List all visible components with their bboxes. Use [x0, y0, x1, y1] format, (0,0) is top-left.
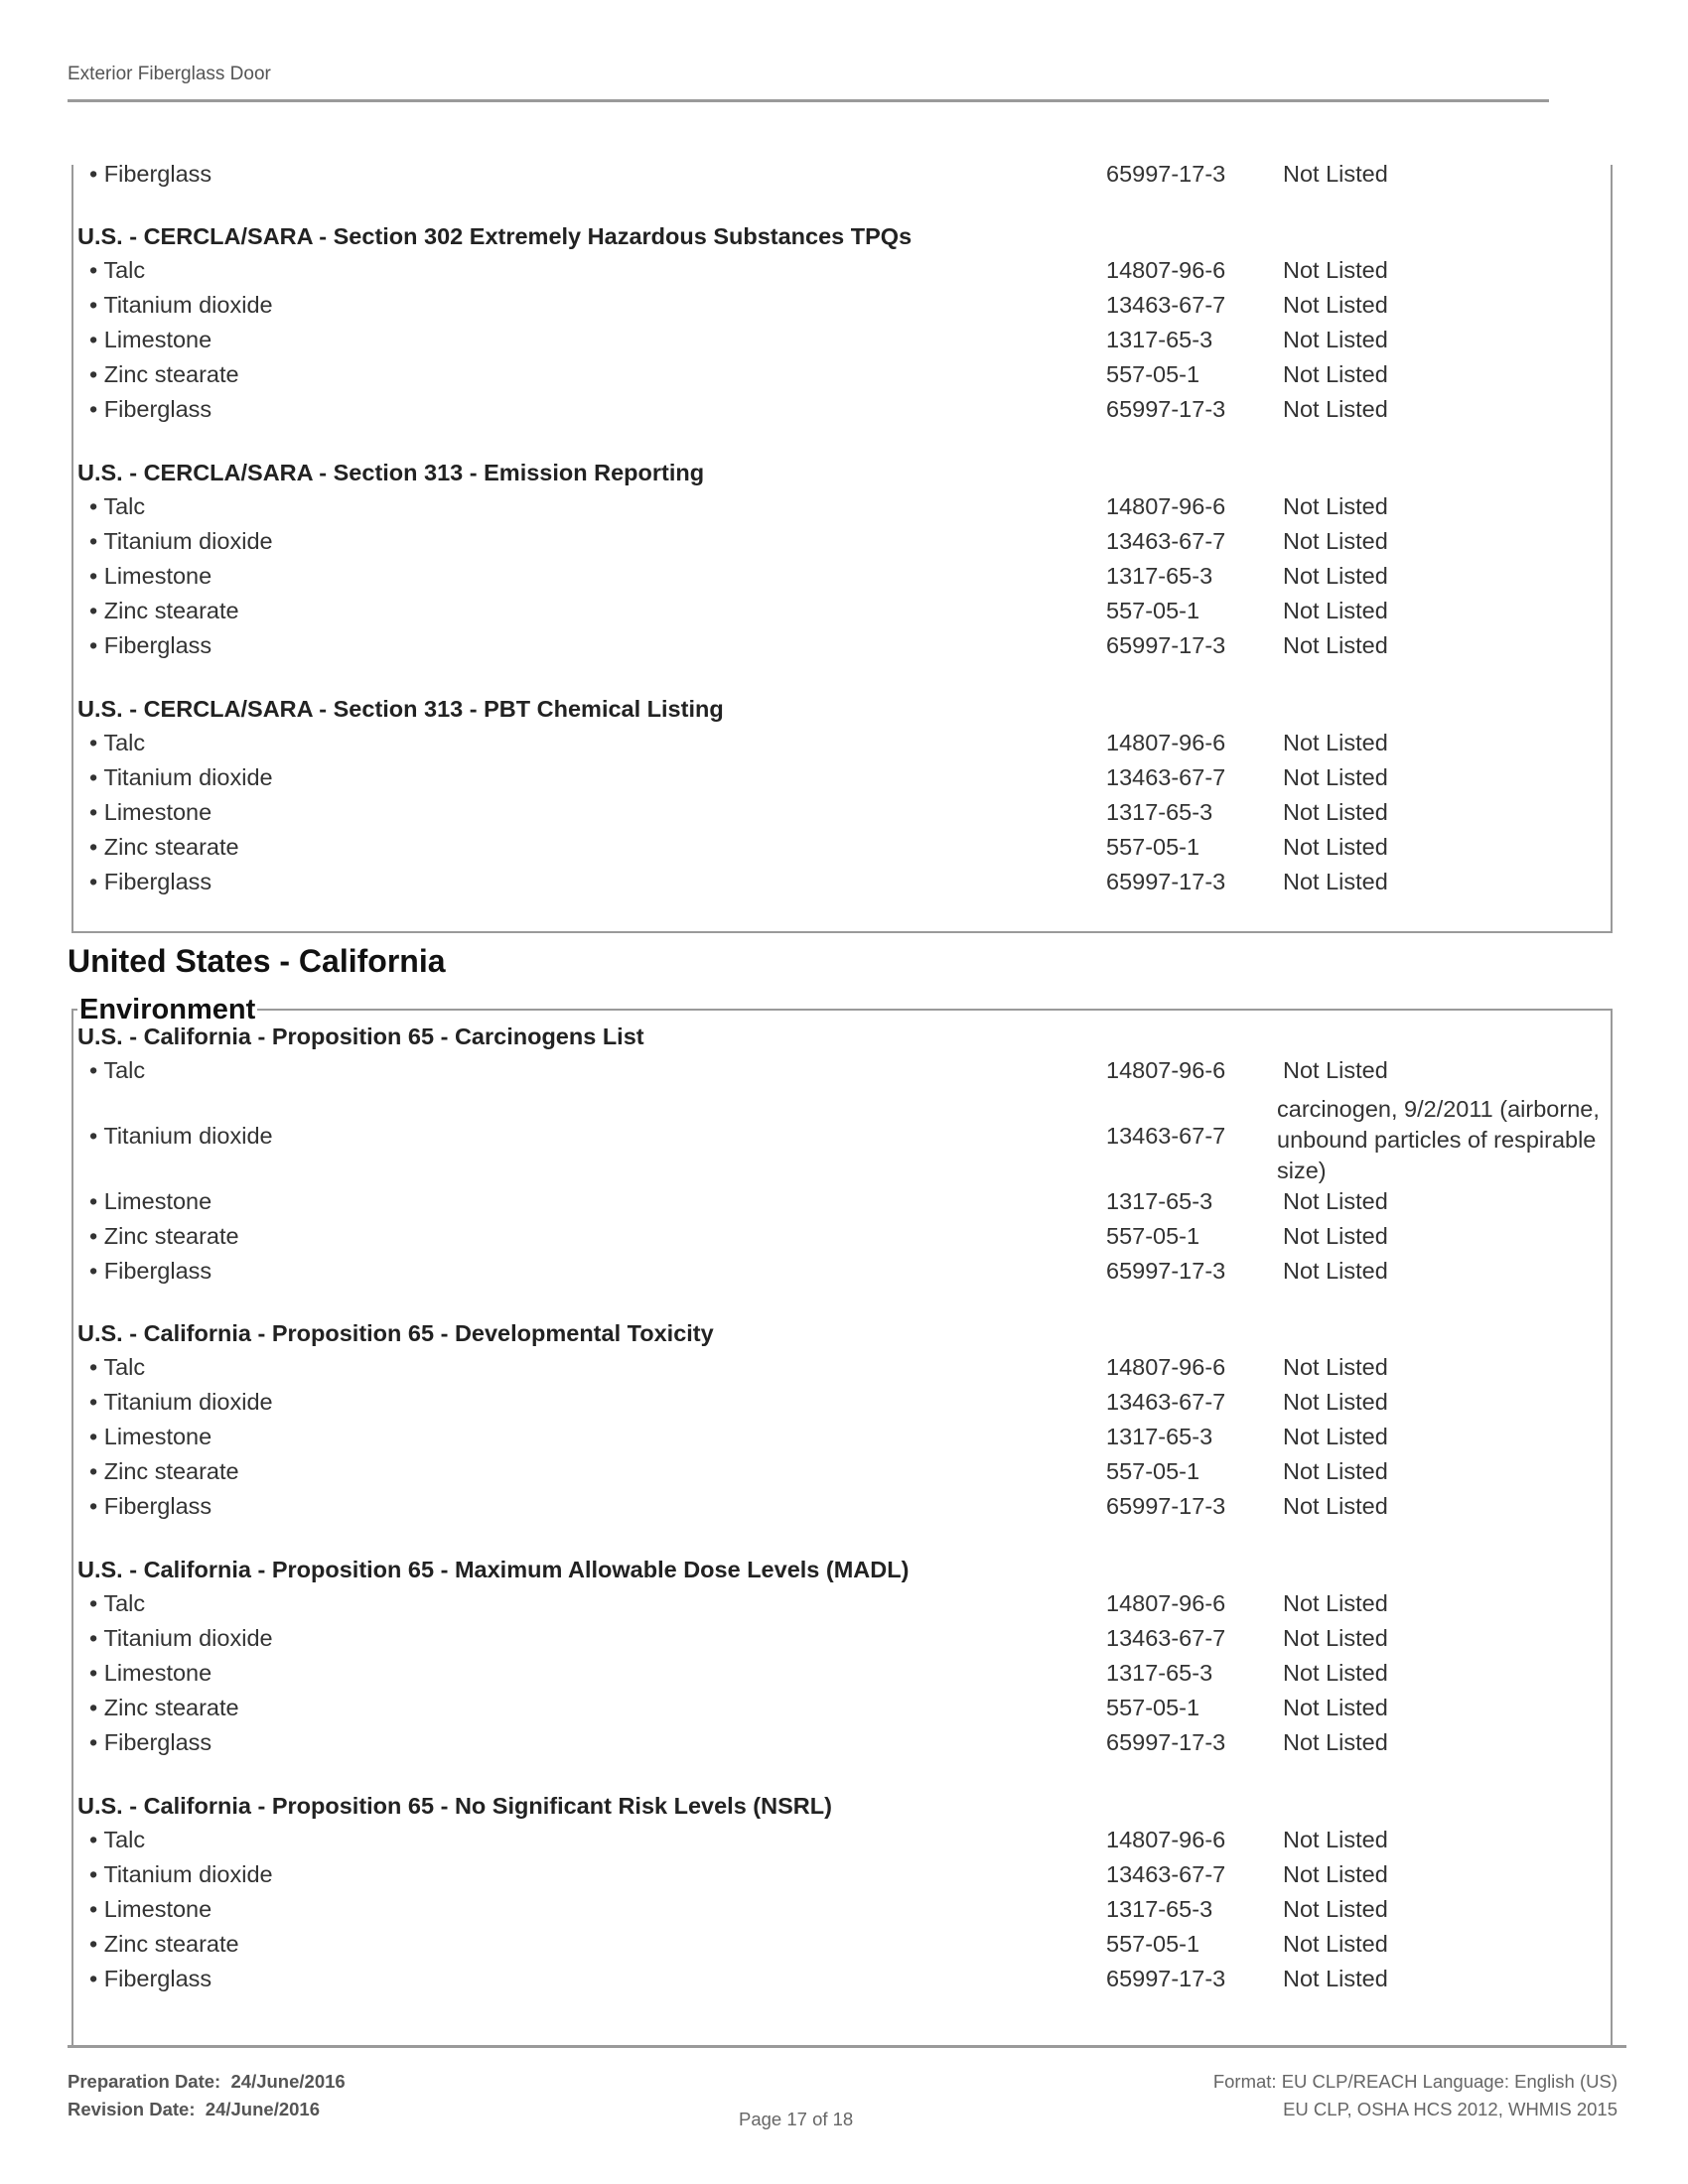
- cas-number: 557-05-1: [1106, 1695, 1200, 1720]
- bullet-icon: •: [89, 1729, 104, 1755]
- cas-number: 14807-96-6: [1106, 1057, 1226, 1083]
- cas-number: 1317-65-3: [1106, 1896, 1213, 1922]
- listing-row: [0, 1458, 1688, 1488]
- substance-name: • Talc: [89, 1590, 146, 1616]
- substance-name: • Zinc stearate: [89, 1695, 239, 1720]
- substance-name: • Zinc stearate: [89, 834, 239, 860]
- bullet-icon: •: [89, 799, 104, 825]
- listing-row: [0, 563, 1688, 593]
- cas-number: 65997-17-3: [1106, 1966, 1226, 1991]
- substance-name: • Titanium dioxide: [89, 764, 273, 790]
- substance-name: • Fiberglass: [89, 632, 212, 658]
- listing-status: Not Listed: [1283, 632, 1388, 658]
- header-rule: [68, 99, 1549, 102]
- bullet-icon: •: [89, 361, 104, 387]
- listing-status: Not Listed: [1283, 1354, 1388, 1380]
- listing-row: [0, 1258, 1688, 1288]
- substance-name: • Titanium dioxide: [89, 1389, 273, 1415]
- bullet-icon: •: [89, 528, 104, 554]
- cas-number: 557-05-1: [1106, 361, 1200, 387]
- listing-row: [0, 161, 1688, 191]
- listing-row: [0, 764, 1688, 794]
- cas-number: 13463-67-7: [1106, 1625, 1226, 1651]
- substance-name: • Fiberglass: [89, 396, 212, 422]
- bullet-icon: •: [89, 1966, 104, 1991]
- cas-number: 557-05-1: [1106, 1931, 1200, 1957]
- listing-status: Not Listed: [1283, 1424, 1388, 1449]
- substance-name: • Talc: [89, 1827, 146, 1852]
- bullet-icon: •: [89, 1660, 104, 1686]
- bullet-icon: •: [89, 834, 104, 860]
- listing-status: Not Listed: [1283, 563, 1388, 589]
- substance-name: • Zinc stearate: [89, 1223, 239, 1249]
- substance-name: • Talc: [89, 1354, 146, 1380]
- listing-heading: U.S. - California - Proposition 65 - Maximum Allowable Dose Levels (MADL): [77, 1557, 910, 1582]
- listing-row: [0, 1931, 1688, 1961]
- cas-number: 557-05-1: [1106, 1458, 1200, 1484]
- cas-number: 14807-96-6: [1106, 257, 1226, 283]
- listing-status: Not Listed: [1283, 1389, 1388, 1415]
- cas-number: 13463-67-7: [1106, 1861, 1226, 1887]
- listing-status: Not Listed: [1283, 598, 1388, 623]
- listing-status: Not Listed: [1283, 493, 1388, 519]
- cas-number: 1317-65-3: [1106, 1188, 1213, 1214]
- listing-row: [0, 1625, 1688, 1655]
- bullet-icon: •: [89, 1590, 104, 1616]
- listing-row: [0, 1695, 1688, 1724]
- listing-heading: U.S. - CERCLA/SARA - Section 313 - Emission Reporting: [77, 460, 705, 485]
- cas-number: 1317-65-3: [1106, 563, 1213, 589]
- listing-heading: U.S. - CERCLA/SARA - Section 313 - PBT Chemical Listing: [77, 696, 724, 722]
- substance-name: • Talc: [89, 730, 146, 755]
- cas-number: 65997-17-3: [1106, 1729, 1226, 1755]
- listing-status: Not Listed: [1283, 1695, 1388, 1720]
- listing-heading: U.S. - California - Proposition 65 - No Significant Risk Levels (NSRL): [77, 1793, 832, 1819]
- section-heading: United States - California: [68, 943, 446, 979]
- listing-status: Not Listed: [1283, 1827, 1388, 1852]
- substance-name: • Limestone: [89, 1660, 212, 1686]
- listing-status: Not Listed: [1283, 1966, 1388, 1991]
- substance-name: • Talc: [89, 257, 146, 283]
- listing-row: [0, 1096, 1688, 1183]
- cas-number: 1317-65-3: [1106, 799, 1213, 825]
- listing-row: [0, 632, 1688, 662]
- listing-status: Not Listed: [1283, 869, 1388, 894]
- listing-row: [0, 1660, 1688, 1690]
- listing-row: [0, 1827, 1688, 1856]
- bullet-icon: •: [89, 730, 104, 755]
- bullet-icon: •: [89, 396, 104, 422]
- listing-row: [0, 1057, 1688, 1087]
- bullet-icon: •: [89, 869, 104, 894]
- bullet-icon: •: [89, 292, 104, 318]
- listing-status: Not Listed: [1283, 764, 1388, 790]
- cas-number: 557-05-1: [1106, 598, 1200, 623]
- listing-status: Not Listed: [1283, 799, 1388, 825]
- bullet-icon: •: [89, 1123, 104, 1149]
- substance-name: • Fiberglass: [89, 161, 212, 187]
- bullet-icon: •: [89, 1493, 104, 1519]
- cas-number: 1317-65-3: [1106, 327, 1213, 352]
- cas-number: 65997-17-3: [1106, 161, 1226, 187]
- listing-row: [0, 799, 1688, 829]
- listing-status: Not Listed: [1283, 1493, 1388, 1519]
- listing-status: Not Listed: [1283, 257, 1388, 283]
- bullet-icon: •: [89, 161, 104, 187]
- cas-number: 14807-96-6: [1106, 1590, 1226, 1616]
- cas-number: 1317-65-3: [1106, 1660, 1213, 1686]
- substance-name: • Zinc stearate: [89, 598, 239, 623]
- listing-status: Not Listed: [1283, 528, 1388, 554]
- substance-name: • Fiberglass: [89, 1258, 212, 1284]
- listing-row: [0, 1729, 1688, 1759]
- listing-row: [0, 1966, 1688, 1995]
- listing-status: carcinogen, 9/2/2011 (airborne, unbound particles of respirable size): [1277, 1096, 1600, 1183]
- listing-heading: U.S. - CERCLA/SARA - Section 302 Extremely Hazardous Substances TPQs: [77, 223, 913, 249]
- substance-name: • Zinc stearate: [89, 361, 239, 387]
- page-number: Page 17 of 18: [739, 2109, 854, 2129]
- listing-status: Not Listed: [1283, 1729, 1388, 1755]
- cas-number: 13463-67-7: [1106, 292, 1226, 318]
- bullet-icon: •: [89, 1896, 104, 1922]
- substance-name: • Limestone: [89, 799, 212, 825]
- bullet-icon: •: [89, 563, 104, 589]
- cas-number: 13463-67-7: [1106, 764, 1226, 790]
- listing-row: [0, 1896, 1688, 1926]
- listing-row: [0, 730, 1688, 759]
- bullet-icon: •: [89, 1931, 104, 1957]
- cas-number: 557-05-1: [1106, 834, 1200, 860]
- listing-row: [0, 327, 1688, 356]
- substance-name: • Limestone: [89, 327, 212, 352]
- preparation-date: Preparation Date: 24/June/2016: [68, 2071, 346, 2092]
- substance-name: • Zinc stearate: [89, 1458, 239, 1484]
- listing-status: Not Listed: [1283, 730, 1388, 755]
- listing-status: Not Listed: [1283, 1625, 1388, 1651]
- cas-number: 65997-17-3: [1106, 869, 1226, 894]
- cas-number: 14807-96-6: [1106, 1827, 1226, 1852]
- listing-status: Not Listed: [1283, 1861, 1388, 1887]
- cas-number: 13463-67-7: [1106, 528, 1226, 554]
- bullet-icon: •: [89, 1861, 104, 1887]
- listing-row: [0, 361, 1688, 391]
- environment-label: Environment: [79, 994, 256, 1025]
- bullet-icon: •: [89, 1258, 104, 1284]
- listing-status: Not Listed: [1283, 1223, 1388, 1249]
- listing-status: Not Listed: [1283, 1258, 1388, 1284]
- cas-number: 65997-17-3: [1106, 1493, 1226, 1519]
- substance-name: • Titanium dioxide: [89, 292, 273, 318]
- cas-number: 14807-96-6: [1106, 1354, 1226, 1380]
- cas-number: 14807-96-6: [1106, 493, 1226, 519]
- bullet-icon: •: [89, 1458, 104, 1484]
- format-line: Format: EU CLP/REACH Language: English (US): [1212, 2071, 1618, 2092]
- bullet-icon: •: [89, 493, 104, 519]
- listing-row: [0, 1389, 1688, 1419]
- listing-row: [0, 1354, 1688, 1384]
- listing-row: [0, 1424, 1688, 1453]
- listing-row: [0, 292, 1688, 322]
- listing-status: Not Listed: [1283, 1188, 1388, 1214]
- substance-name: • Limestone: [89, 563, 212, 589]
- listing-status: Not Listed: [1283, 1458, 1388, 1484]
- bullet-icon: •: [89, 1827, 104, 1852]
- cas-number: 65997-17-3: [1106, 632, 1226, 658]
- listing-row: [0, 493, 1688, 523]
- substance-name: • Fiberglass: [89, 869, 212, 894]
- substance-name: • Zinc stearate: [89, 1931, 239, 1957]
- listing-heading: U.S. - California - Proposition 65 - Developmental Toxicity: [77, 1320, 714, 1346]
- cas-number: 557-05-1: [1106, 1223, 1200, 1249]
- listing-status: Not Listed: [1283, 834, 1388, 860]
- substance-name: • Fiberglass: [89, 1729, 212, 1755]
- listing-row: [0, 869, 1688, 898]
- listing-status: Not Listed: [1283, 1896, 1388, 1922]
- cas-number: 1317-65-3: [1106, 1424, 1213, 1449]
- substance-name: • Titanium dioxide: [89, 1123, 273, 1149]
- bullet-icon: •: [89, 1625, 104, 1651]
- substance-name: • Limestone: [89, 1424, 212, 1449]
- listing-row: [0, 598, 1688, 627]
- listing-row: [0, 257, 1688, 287]
- substance-name: • Limestone: [89, 1188, 212, 1214]
- substance-name: • Titanium dioxide: [89, 528, 273, 554]
- listing-status: Not Listed: [1283, 1057, 1388, 1083]
- listing-row: [0, 528, 1688, 558]
- listing-status: Not Listed: [1283, 161, 1388, 187]
- substance-name: • Talc: [89, 1057, 146, 1083]
- substance-name: • Titanium dioxide: [89, 1625, 273, 1651]
- substance-name: • Titanium dioxide: [89, 1861, 273, 1887]
- bullet-icon: •: [89, 764, 104, 790]
- listing-status: Not Listed: [1283, 1660, 1388, 1686]
- bullet-icon: •: [89, 257, 104, 283]
- bullet-icon: •: [89, 327, 104, 352]
- listing-row: [0, 396, 1688, 426]
- bullet-icon: •: [89, 1424, 104, 1449]
- bullet-icon: •: [89, 1223, 104, 1249]
- listing-status: Not Listed: [1283, 1590, 1388, 1616]
- bullet-icon: •: [89, 1057, 104, 1083]
- listing-row: [0, 1188, 1688, 1218]
- listing-row: [0, 1493, 1688, 1523]
- substance-name: • Talc: [89, 493, 146, 519]
- listing-row: [0, 1861, 1688, 1891]
- listing-status: Not Listed: [1283, 292, 1388, 318]
- bullet-icon: •: [89, 598, 104, 623]
- bullet-icon: •: [89, 1188, 104, 1214]
- listing-row: [0, 1223, 1688, 1253]
- listing-row: [0, 834, 1688, 864]
- substance-name: • Fiberglass: [89, 1966, 212, 1991]
- header-title: Exterior Fiberglass Door: [68, 64, 271, 84]
- listing-heading: U.S. - California - Proposition 65 - Carcinogens List: [77, 1024, 644, 1049]
- listing-row: [0, 1590, 1688, 1620]
- bullet-icon: •: [89, 1354, 104, 1380]
- cas-number: 13463-67-7: [1106, 1123, 1226, 1149]
- substance-name: • Fiberglass: [89, 1493, 212, 1519]
- bullet-icon: •: [89, 1389, 104, 1415]
- listing-status: Not Listed: [1283, 361, 1388, 387]
- listing-status: Not Listed: [1283, 396, 1388, 422]
- cas-number: 13463-67-7: [1106, 1389, 1226, 1415]
- revision-date: Revision Date: 24/June/2016: [68, 2099, 320, 2119]
- footer-rule: [68, 2045, 1626, 2048]
- cas-number: 65997-17-3: [1106, 396, 1226, 422]
- standards-line: EU CLP, OSHA HCS 2012, WHMIS 2015: [1283, 2099, 1618, 2119]
- cas-number: 65997-17-3: [1106, 1258, 1226, 1284]
- bullet-icon: •: [89, 632, 104, 658]
- listing-status: Not Listed: [1283, 327, 1388, 352]
- listing-status: Not Listed: [1283, 1931, 1388, 1957]
- cas-number: 14807-96-6: [1106, 730, 1226, 755]
- substance-name: • Limestone: [89, 1896, 212, 1922]
- bullet-icon: •: [89, 1695, 104, 1720]
